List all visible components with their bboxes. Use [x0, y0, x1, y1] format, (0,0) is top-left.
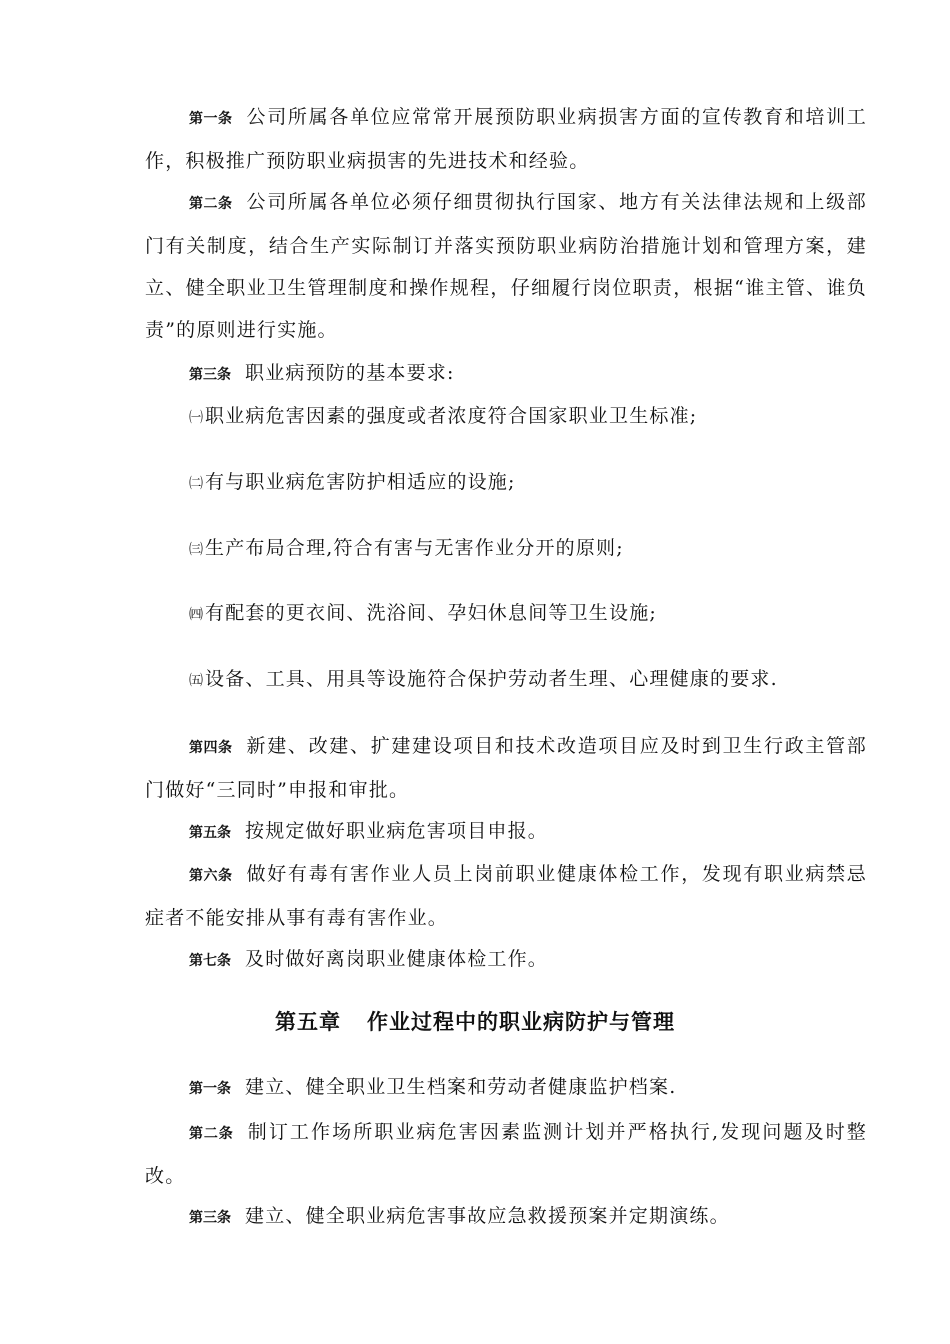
- article-number: 第一条: [189, 1081, 231, 1097]
- article-number: 第七条: [189, 953, 231, 969]
- chapter-title: 作业过程中的职业病防护与管理: [367, 1010, 675, 1034]
- article-paragraph: [145, 181, 867, 351]
- article-text: 公司所属各单位必须仔细贯彻执行国家、地方有关法律法规和上级部门有关制度，结合生产实际制订并落实预防职业病防治措施计划和管理方案，建立、健全职业卫生管理制度和操作规程，仔细履行岗位职责，根据“谁主管、谁负责”的原则进行实施。: [145, 191, 867, 341]
- article-number: 第二条: [189, 196, 233, 212]
- article-paragraph: [145, 1066, 867, 1110]
- article-number: 第四条: [189, 740, 233, 756]
- article-number: 第一条: [189, 111, 233, 127]
- article-number: 第五条: [189, 825, 231, 841]
- requirement-item: [189, 598, 869, 630]
- article-text: 公司所属各单位应常常开展预防职业病损害方面的宣传教育和培训工作，积极推广预防职业病损害的先进技术和经验。: [145, 106, 867, 172]
- requirement-number: ㈠: [189, 410, 203, 426]
- article-text: 职业病预防的基本要求:: [245, 362, 455, 384]
- requirement-text: 有配套的更衣间、洗浴间、孕妇休息间等卫生设施;: [205, 602, 658, 624]
- article-paragraph: [145, 853, 867, 939]
- article-number: 第三条: [189, 367, 231, 383]
- requirement-number: ㈣: [189, 607, 203, 623]
- requirement-text: 职业病危害因素的强度或者浓度符合国家职业卫生标准;: [205, 405, 698, 427]
- article-text: 按规定做好职业病危害项目申报。: [245, 820, 549, 842]
- chapter-number: 第五章: [275, 1010, 341, 1034]
- article-text: 做好有毒有害作业人员上岗前职业健康体检工作，发现有职业病禁忌症者不能安排从事有毒有害作业。: [145, 863, 867, 929]
- article-paragraph: [145, 725, 867, 811]
- requirement-item: [189, 467, 869, 499]
- article-text: 制订工作场所职业病危害因素监测计划并严格执行,发现问题及时整改。: [145, 1121, 867, 1187]
- article-text: 新建、改建、扩建建设项目和技术改造项目应及时到卫生行政主管部门做好“三同时”申报和审批。: [145, 735, 867, 801]
- article-text: 建立、健全职业卫生档案和劳动者健康监护档案.: [245, 1076, 677, 1098]
- chapter-heading: [0, 1002, 950, 1042]
- requirement-text: 有与职业病危害防护相适应的设施;: [205, 471, 516, 493]
- article-paragraph: [145, 810, 867, 854]
- article-text: 建立、健全职业病危害事故应急救援预案并定期演练。: [245, 1205, 730, 1227]
- requirement-text: 设备、工具、用具等设施符合保护劳动者生理、心理健康的要求.: [205, 668, 778, 690]
- article-paragraph: [145, 352, 867, 396]
- requirement-item: [189, 664, 869, 696]
- requirement-item: [189, 401, 869, 433]
- article-number: 第三条: [189, 1210, 231, 1226]
- article-paragraph: [145, 96, 867, 182]
- article-text: 及时做好离岗职业健康体检工作。: [245, 948, 549, 970]
- requirement-number: ㈢: [189, 542, 203, 558]
- requirement-number: ㈡: [189, 476, 203, 492]
- requirement-number: ㈤: [189, 673, 203, 689]
- article-paragraph: [145, 938, 867, 982]
- article-paragraph: [145, 1195, 867, 1239]
- requirement-item: [189, 533, 869, 565]
- requirement-text: 生产布局合理,符合有害与无害作业分开的原则;: [205, 537, 624, 559]
- article-number: 第六条: [189, 868, 233, 884]
- article-number: 第二条: [189, 1126, 234, 1142]
- article-paragraph: [145, 1111, 867, 1197]
